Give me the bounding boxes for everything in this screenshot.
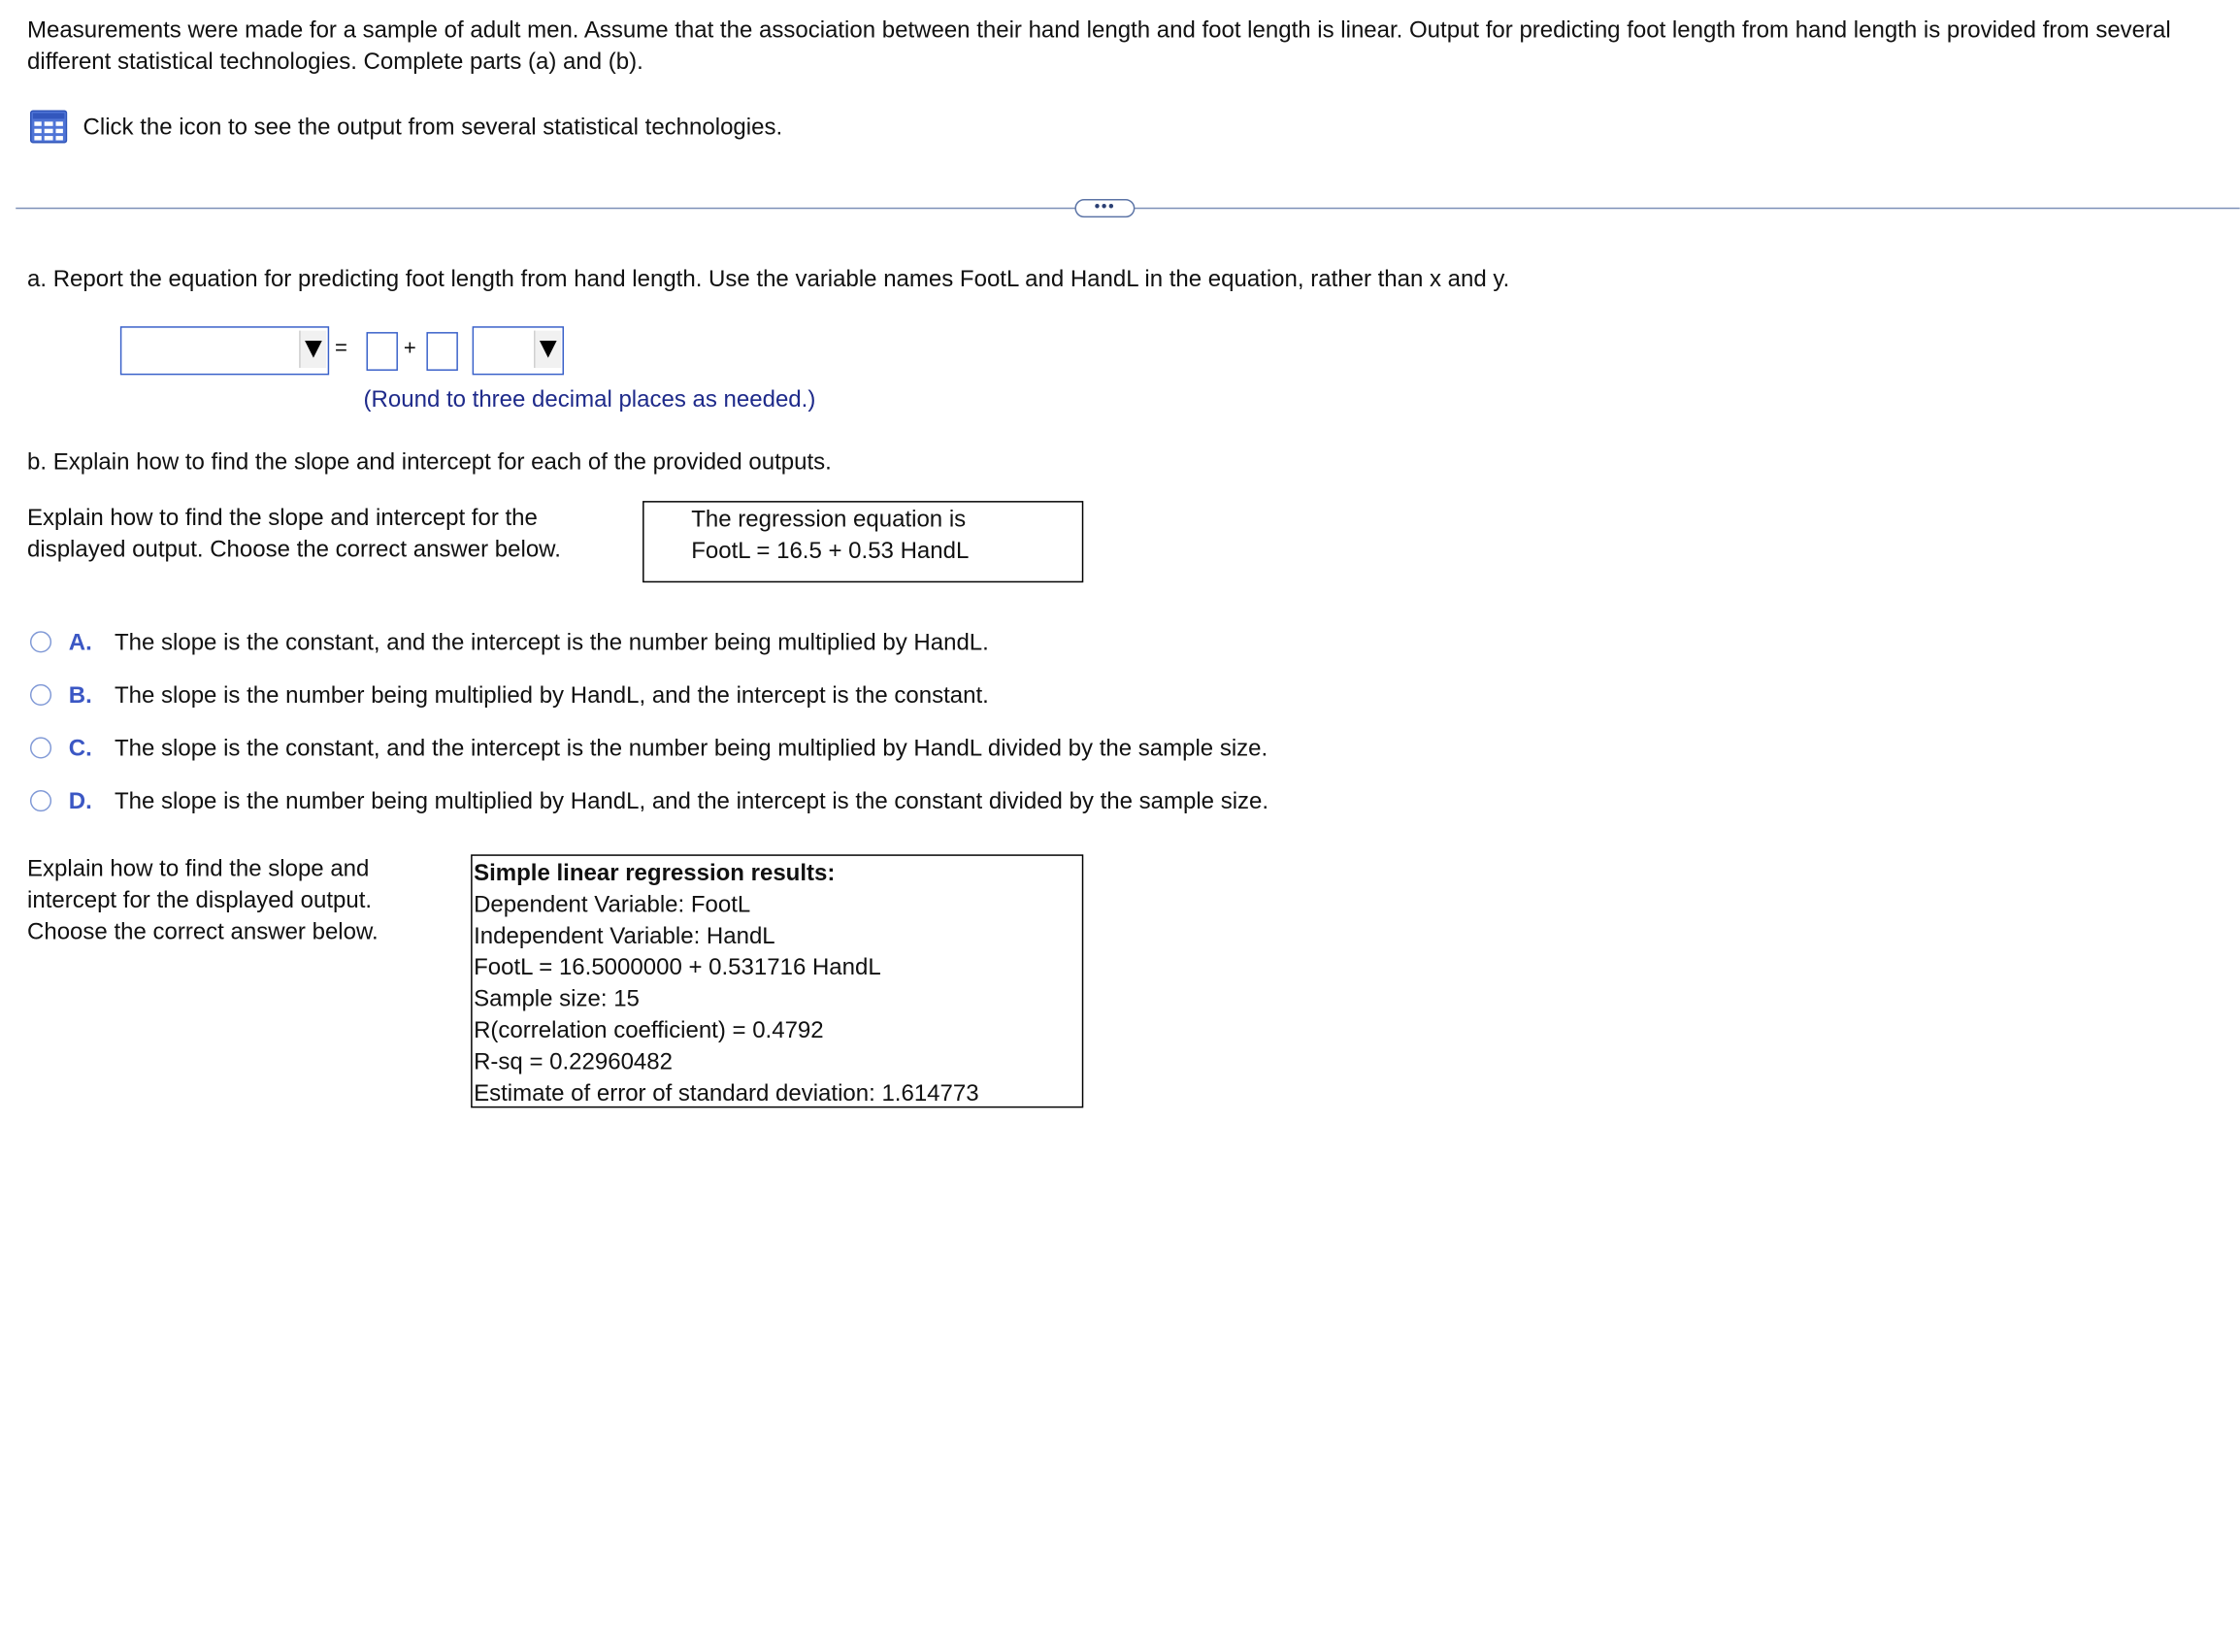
answer-options: [30, 625, 1268, 837]
output-2-line: R-sq = 0.22960482: [474, 1048, 673, 1075]
part-b-prompt: b. Explain how to find the slope and intercept for each of the provided outputs.: [27, 449, 832, 476]
triangle-down-icon: [305, 341, 322, 358]
triangle-down-icon: [540, 341, 557, 358]
intercept-input[interactable]: [366, 332, 397, 371]
plus-sign: +: [403, 336, 416, 361]
output-2-line: R(correlation coefficient) = 0.4792: [474, 1017, 824, 1043]
option-a[interactable]: [30, 625, 1268, 678]
question-intro: Measurements were made for a sample of adult men. Assume that the association between their hand length and foot length is linear. Output for predicting foot length from hand length is provided from several different statistical technologies. Complete parts (a) and (b).: [27, 17, 2171, 75]
option-text[interactable]: The slope is the constant, and the intercept is the number being multiplied by HandL.: [114, 629, 989, 656]
output-2-line: FootL = 16.5000000 + 0.531716 HandL: [474, 954, 881, 981]
equals-sign: =: [335, 336, 347, 361]
slope-input[interactable]: [426, 332, 457, 371]
regression-output-box-1: [642, 501, 1083, 582]
part-a-prompt: a. Report the equation for predicting foot length from hand length. Use the variable names FootL and HandL in the equation, rather than x and y.: [27, 266, 1510, 292]
radio-button[interactable]: [30, 737, 51, 758]
table-grid-icon[interactable]: [30, 111, 67, 144]
option-text[interactable]: The slope is the constant, and the intercept is the number being multiplied by HandL divided by the sample size.: [114, 735, 1268, 762]
dropdown-arrow-button[interactable]: [299, 331, 326, 368]
radio-button[interactable]: [30, 790, 51, 811]
explain-question-1: Explain how to find the slope and intercept for the displayed output. Choose the correct answer below.: [27, 505, 561, 563]
regression-output-box-2: [471, 854, 1083, 1107]
output-2-line: Dependent Variable: FootL: [474, 891, 751, 918]
option-letter: C.: [68, 735, 92, 762]
radio-button[interactable]: [30, 631, 51, 652]
output-1-line-1: The regression equation is: [691, 507, 967, 533]
option-letter: A.: [68, 629, 92, 656]
output-2-title: Simple linear regression results:: [474, 860, 836, 886]
explain-question-2: Explain how to find the slope and intercept for the displayed output. Choose the correct answer below.: [27, 855, 379, 945]
option-letter: D.: [68, 788, 92, 815]
independent-variable-dropdown[interactable]: [473, 326, 564, 375]
option-b[interactable]: [30, 678, 1268, 732]
technologies-link-label[interactable]: Click the icon to see the output from several statistical technologies.: [82, 114, 783, 140]
output-2-line: Independent Variable: HandL: [474, 923, 775, 949]
option-text[interactable]: The slope is the number being multiplied by HandL, and the intercept is the constant divided by the sample size.: [114, 788, 1269, 815]
dropdown-arrow-button[interactable]: [534, 331, 561, 368]
rounding-note: (Round to three decimal places as needed.): [363, 386, 816, 413]
output-1-line-2: FootL = 16.5 + 0.53 HandL: [691, 538, 970, 564]
option-c[interactable]: [30, 732, 1268, 785]
radio-button[interactable]: [30, 684, 51, 706]
option-letter: B.: [68, 682, 92, 709]
output-2-line: Sample size: 15: [474, 985, 640, 1012]
dependent-variable-dropdown[interactable]: [120, 326, 329, 375]
option-text[interactable]: The slope is the number being multiplied by HandL, and the intercept is the constant.: [114, 682, 989, 709]
expand-more-button[interactable]: •••: [1074, 199, 1135, 217]
output-2-line: Estimate of error of standard deviation: 1.614773: [474, 1080, 979, 1107]
option-d[interactable]: [30, 784, 1268, 838]
technologies-output-link[interactable]: [30, 111, 782, 144]
